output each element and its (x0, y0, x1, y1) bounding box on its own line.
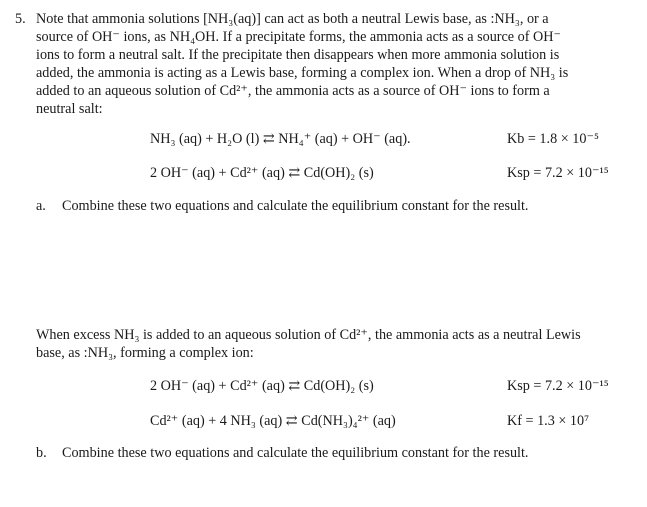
kb-constant: Kb = 1.8 × 10⁻⁵ (507, 131, 599, 147)
part-b-task (36, 444, 528, 462)
part-b-label: b. (36, 445, 47, 461)
intro-line-5: added to an aqueous solution of Cd²⁺, the ammonia acts as a source of OH⁻ ions to form a (36, 83, 550, 99)
intro-line-3: ions to form a neutral salt. If the precipitate then disappears when more ammonia solution is (36, 47, 560, 63)
kf-constant: Kf = 1.3 × 10⁷ (507, 413, 590, 429)
part-a-task (36, 197, 528, 215)
equation-ammonia-ionization: NH₃ (aq) + H₂O (l) ⇄ NH₄⁺ (aq) + OH⁻ (aq). (150, 131, 411, 147)
equation-cd-hydroxide-precipitation: 2 OH⁻ (aq) + Cd²⁺ (aq) ⇄ Cd(OH)₂ (s) (150, 165, 374, 181)
ksp-constant-2: Ksp = 7.2 × 10⁻¹⁵ (507, 378, 609, 394)
equation-cd-hydroxide-precipitation-2: 2 OH⁻ (aq) + Cd²⁺ (aq) ⇄ Cd(OH)₂ (s) (150, 378, 374, 394)
intro-line-2: source of OH⁻ ions, as NH₄OH. If a precipitate forms, the ammonia acts as a source of OH⁻ (36, 29, 561, 45)
intro-line-4: added, the ammonia is acting as a Lewis base, forming a complex ion. When a drop of NH₃ is (36, 65, 569, 81)
part-b-intro-line-2: base, as :NH₃, forming a complex ion: (36, 345, 254, 361)
question-intro (36, 10, 630, 118)
equation-complex-ion-formation: Cd²⁺ (aq) + 4 NH₃ (aq) ⇄ Cd(NH₃)₄²⁺ (aq) (150, 413, 396, 429)
question-number: 5. (15, 11, 26, 27)
part-a-instruction: Combine these two equations and calculate the equilibrium constant for the result. (62, 198, 529, 214)
intro-line-6: neutral salt: (36, 101, 103, 117)
ksp-constant: Ksp = 7.2 × 10⁻¹⁵ (507, 165, 609, 181)
part-a-label: a. (36, 198, 46, 214)
part-b-intro-line-1: When excess NH₃ is added to an aqueous solution of Cd²⁺, the ammonia acts as a neutral Lewis (36, 327, 581, 343)
intro-line-1: Note that ammonia solutions [NH₃(aq)] can act as both a neutral Lewis base, as :NH₃, or a (36, 11, 549, 27)
part-b-instruction: Combine these two equations and calculate the equilibrium constant for the result. (62, 445, 529, 461)
part-b-intro (36, 326, 630, 362)
